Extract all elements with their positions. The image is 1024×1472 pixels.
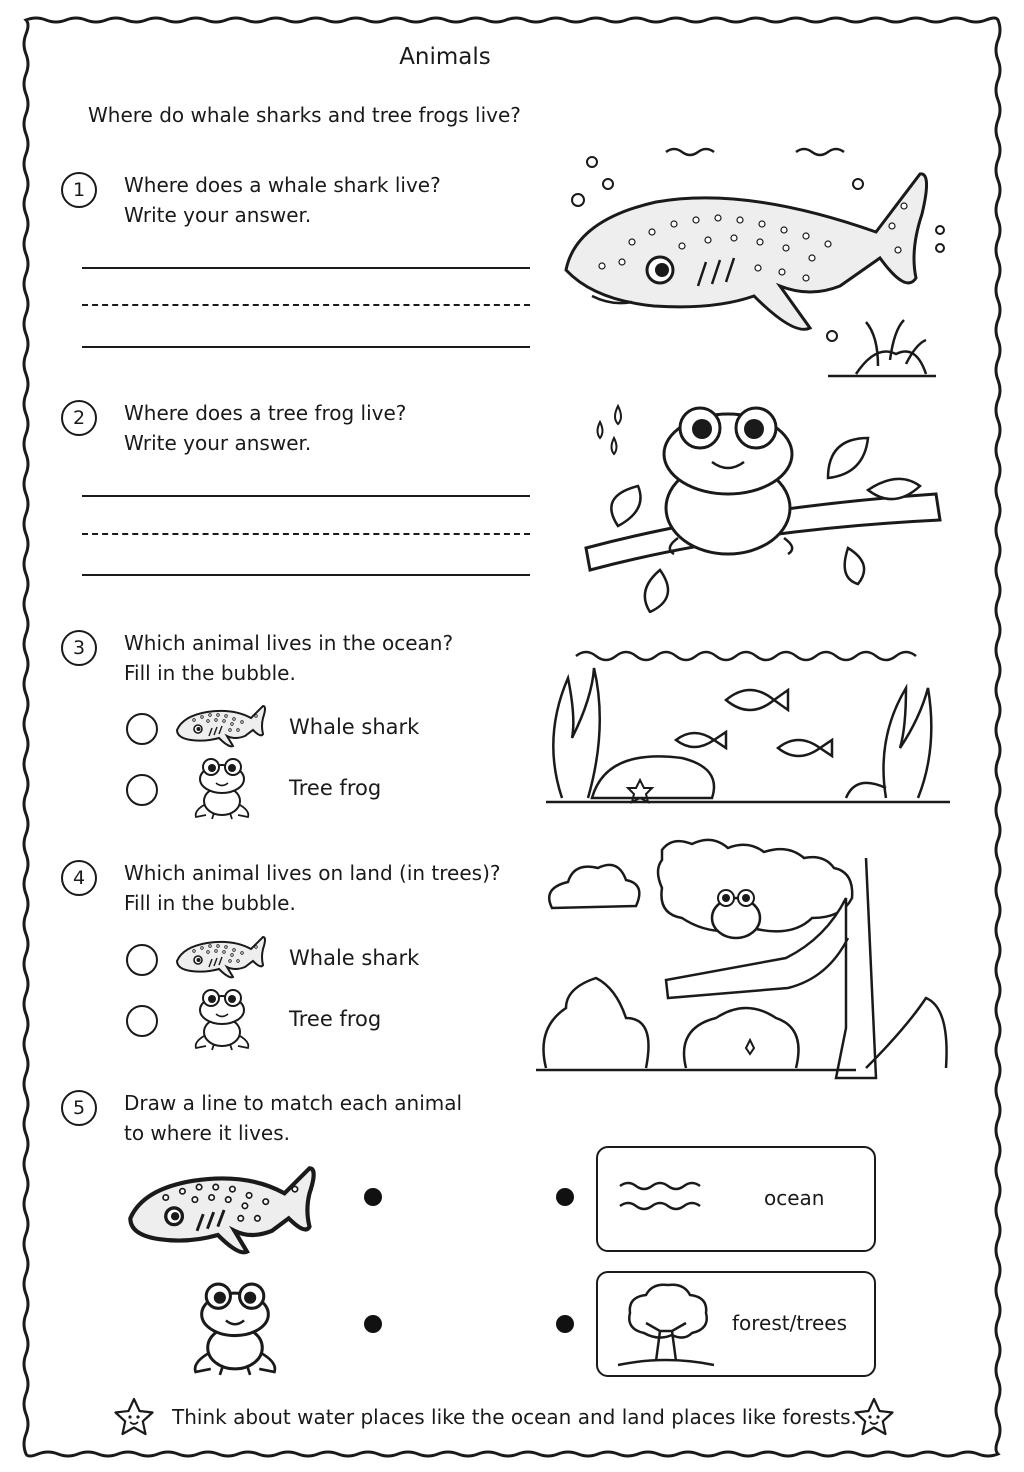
answer-2-line-middle[interactable] (82, 533, 530, 535)
answer-1-line-middle[interactable] (82, 304, 530, 306)
ocean-scene-icon (546, 648, 956, 808)
worksheet-subtitle: Where do whale sharks and tree frogs live? (88, 103, 521, 127)
question-1-instruction: Write your answer. (124, 203, 312, 227)
whale-shark-icon (174, 702, 268, 750)
whale-shark-icon (122, 1160, 322, 1260)
question-5-prompt: Draw a line to match each animal (124, 1091, 463, 1115)
star-icon (852, 1396, 896, 1440)
question-1-text (124, 170, 441, 230)
question-4-prompt: Which animal lives on land (in trees)? (124, 861, 501, 885)
question-3-text (124, 628, 453, 688)
question-4-number: 4 (61, 860, 97, 896)
place-box-forest[interactable] (596, 1271, 876, 1377)
forest-scene-icon (536, 838, 956, 1086)
question-3-prompt: Which animal lives in the ocean? (124, 631, 454, 655)
place-label-forest: forest/trees (732, 1311, 848, 1335)
match-dot-whale-shark[interactable] (364, 1188, 382, 1206)
q4-option-tree-frog: Tree frog (289, 1007, 382, 1031)
question-2-number: 2 (61, 400, 97, 436)
question-2-instruction: Write your answer. (124, 431, 312, 455)
question-1-prompt: Where does a whale shark live? (124, 173, 441, 197)
question-5-instruction: to where it lives. (124, 1121, 291, 1145)
q3-option-tree-frog: Tree frog (289, 776, 382, 800)
answer-1-line-top[interactable] (82, 267, 530, 269)
question-1-number: 1 (61, 172, 97, 208)
whale-shark-icon (174, 933, 268, 981)
q4-option-whale-shark: Whale shark (289, 946, 420, 970)
q3-bubble-tree-frog[interactable] (126, 774, 158, 806)
question-2-prompt: Where does a tree frog live? (124, 401, 407, 425)
q4-bubble-whale-shark[interactable] (126, 944, 158, 976)
question-3-number: 3 (61, 630, 97, 666)
question-3-instruction: Fill in the bubble. (124, 661, 296, 685)
match-dot-ocean[interactable] (556, 1188, 574, 1206)
tree-frog-icon (190, 986, 254, 1052)
worksheet-title: Animals (399, 44, 491, 70)
match-dot-tree-frog[interactable] (364, 1315, 382, 1333)
footer-hint: Think about water places like the ocean and land places like forests. (172, 1405, 857, 1429)
question-5-text (124, 1088, 462, 1148)
tree-icon (616, 1281, 716, 1369)
answer-2-line-bottom[interactable] (82, 574, 530, 576)
tree-frog-branch-illustration (578, 398, 948, 613)
match-dot-forest[interactable] (556, 1315, 574, 1333)
place-box-ocean[interactable] (596, 1146, 876, 1252)
q3-bubble-whale-shark[interactable] (126, 713, 158, 745)
question-2-text (124, 398, 406, 458)
whale-shark-ocean-illustration (556, 140, 946, 385)
star-icon (112, 1396, 156, 1440)
place-label-ocean: ocean (764, 1186, 825, 1210)
wave-icon (618, 1176, 710, 1216)
tree-frog-icon (180, 1278, 290, 1378)
answer-2-line-top[interactable] (82, 495, 530, 497)
tree-frog-icon (190, 755, 254, 821)
q3-option-whale-shark: Whale shark (289, 715, 420, 739)
answer-1-line-bottom[interactable] (82, 346, 530, 348)
question-5-number: 5 (61, 1090, 97, 1126)
q4-bubble-tree-frog[interactable] (126, 1005, 158, 1037)
question-4-text (124, 858, 500, 918)
question-4-instruction: Fill in the bubble. (124, 891, 296, 915)
